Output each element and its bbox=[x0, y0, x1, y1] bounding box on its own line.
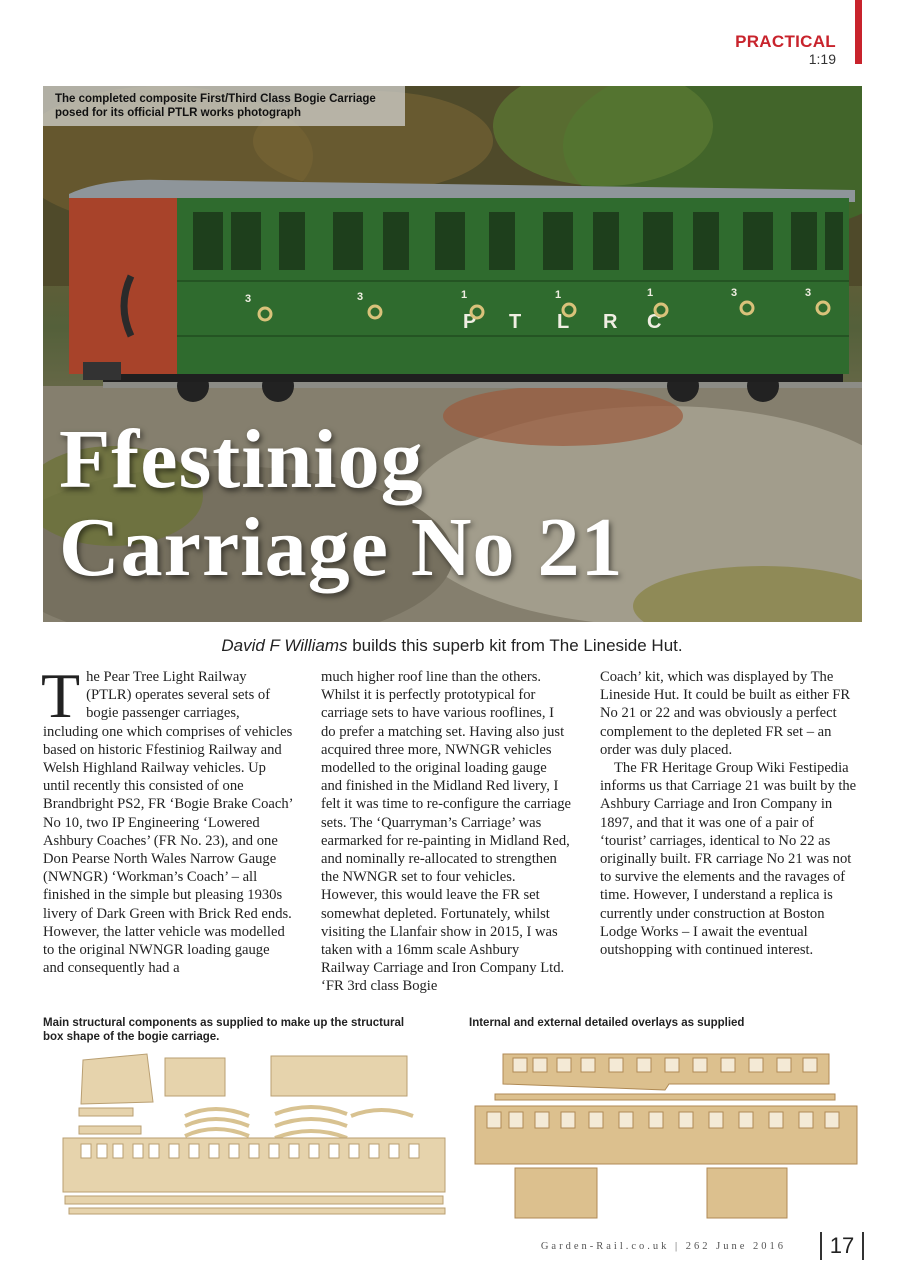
figure-caption-components: Main structural components as supplied to make up the structural box shape of the bogie carriage. bbox=[43, 1017, 405, 1043]
body-column-3 bbox=[600, 668, 862, 959]
class-mark: 3 bbox=[357, 291, 364, 303]
drop-cap: T bbox=[41, 660, 81, 731]
body-paragraph: Coach’ kit, which was displayed by The Lineside Hut. It could be built as either FR No 21 or 22 and was obviously a perfect complement to the depleted FR set – an order was duly placed. bbox=[600, 669, 851, 758]
title-line-2: Carriage No 21 bbox=[59, 501, 624, 594]
paragraph-text: he Pear Tree Light Railway (PTLR) operates several sets of bogie passenger carriages, including one which comprises of vehicles based on historic Ffestiniog Railway and Welsh Highland Railway vehicles. Up until recently this consisted of one Brandbright PS2, FR ‘Bogie Brake Coach’ No 10, two IP Engineering ‘Lowered Ashbury Coaches’ (FR No. 23), and one Don Pearse North Wales Narrow Gauge (NWNGR) ‘Workman’s Coach’ – all finished in the simple but pleasing 1930s livery of Dark Green with Brick Red ends. However, the latter vehicle was modelled to the original NWNGR loading gauge and consequently had a bbox=[43, 669, 293, 977]
figure-caption-overlays: Internal and external detailed overlays as supplied bbox=[469, 1017, 745, 1029]
section-name: PRACTICAL bbox=[735, 32, 836, 51]
livery-letter-p: P bbox=[463, 311, 477, 333]
livery-letter-t: T bbox=[509, 311, 522, 333]
livery-letter-c: C bbox=[647, 311, 662, 333]
hero-caption: The completed composite First/Third Class Bogie Carriage posed for its official PTLR works photograph bbox=[43, 86, 405, 126]
body-paragraph: much higher roof line than the others. Whilst it is perfectly prototypical for carriage sets to have various rooflines, I do prefer a matching set. Having also just acquired three more, NWNGR vehicles modelled to the original loading gauge and finished in the Midland Red livery, I felt it was time to re-configure the carriage sets. The ‘Quarryman’s Carriage’ was earmarked for re-painting in Midland Red, and nominally re-allocated to strengthen the NWNGR set to four vehicles. However, this would leave the FR set somewhat depleted. Fortunately, whilst visiting the Llanfair show in 2015, I was taken with a 16mm scale Ashbury Railway Carriage and Iron Company Ltd. ‘FR 3rd class Bogie bbox=[321, 669, 572, 995]
body-column-2 bbox=[321, 668, 571, 996]
footer-credit: Garden-Rail.co.uk | 262 June 2016 bbox=[540, 1241, 786, 1252]
standfirst bbox=[0, 636, 904, 656]
section-scale: 1:19 bbox=[808, 51, 836, 67]
title-line-1: Ffestiniog bbox=[59, 413, 424, 506]
page-number: 17 bbox=[820, 1232, 864, 1260]
article-title bbox=[59, 413, 624, 594]
livery-letter-l: L bbox=[557, 311, 570, 333]
class-mark: 3 bbox=[731, 287, 738, 299]
body-column-1 bbox=[41, 660, 293, 977]
livery-letter-r: R bbox=[603, 311, 618, 333]
class-mark: 1 bbox=[461, 289, 468, 301]
overlay-parts-illustration bbox=[469, 1046, 862, 1222]
kit-parts-illustration bbox=[43, 1046, 453, 1222]
class-mark: 1 bbox=[555, 289, 562, 301]
section-color-bar bbox=[855, 0, 862, 64]
kit-components-photo bbox=[43, 1046, 453, 1222]
hero-photo bbox=[43, 86, 862, 622]
class-mark: 3 bbox=[245, 293, 252, 305]
class-mark: 1 bbox=[647, 287, 654, 299]
section-label bbox=[735, 33, 836, 66]
body-paragraph: The FR Heritage Group Wiki Festipedia informs us that Carriage 21 was built by the Ashbury Carriage and Iron Company in 1897, and that it was one of a pair of ‘tourist’ carriages, identical to No 22 as originally built. FR carriage No 21 was not to survive the elements and the ravages of time. However, I understand a replica is currently under construction at Boston Lodge Works – I await the eventual outshopping with continued interest. bbox=[600, 760, 857, 959]
kit-overlays-photo bbox=[469, 1046, 862, 1222]
standfirst-text: builds this superb kit from The Lineside Hut. bbox=[347, 636, 683, 655]
class-mark: 3 bbox=[805, 287, 812, 299]
author-name: David F Williams bbox=[221, 636, 348, 655]
body-paragraph bbox=[41, 660, 293, 977]
